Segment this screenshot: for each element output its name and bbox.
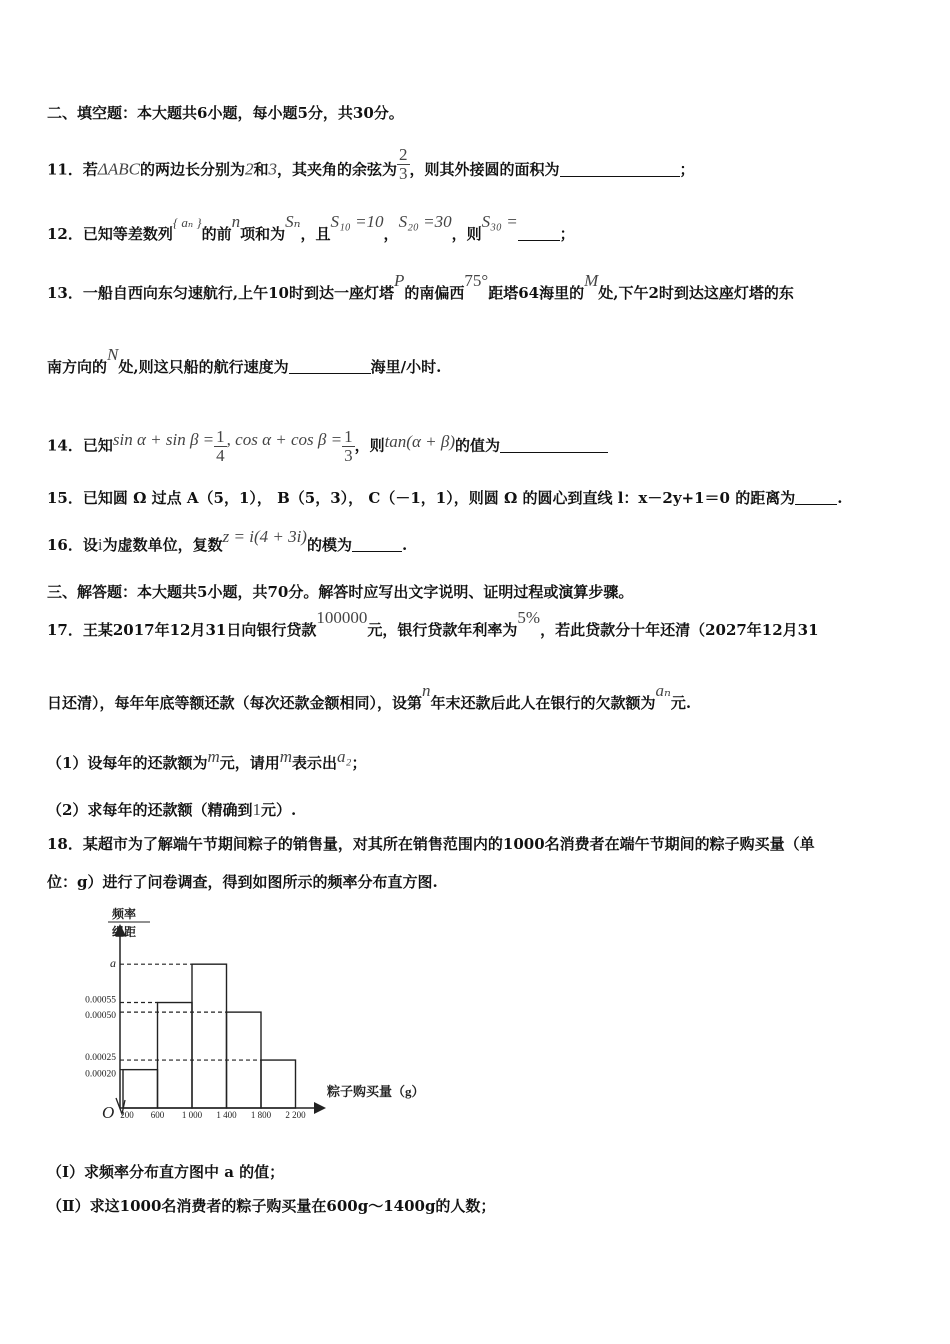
q17-text-4: 日还清），每年年底等额还款（每次还款金额相同），设第 [47, 694, 423, 712]
question-17-part-1 [47, 747, 910, 773]
q11-text-1: 若 [82, 160, 98, 179]
q14-frac2-num: 1 [344, 427, 353, 446]
q13-text-7: 海里/小时. [370, 358, 442, 376]
q14-math-sin: sin α + sin β = [112, 429, 215, 449]
q13-text-1: 一船自西向东匀速航行,上午10时到达一座灯塔 [82, 284, 394, 302]
q17-math-n: n [422, 681, 431, 700]
q12-math-s30: S₃₀ = [481, 212, 518, 231]
q17-p1-end: ； [351, 754, 367, 772]
question-18-sub-1 [47, 1162, 910, 1182]
q17-text-3: ，若此贷款分十年还清（2027年12月31 [540, 621, 819, 639]
q17-text-2: 元，银行贷款年利率为 [367, 621, 518, 639]
q17-p1-math-a2: a₂ [337, 747, 352, 766]
q14-frac2-den: 3 [344, 446, 353, 465]
question-17-cont [47, 681, 910, 713]
q12-text-6: ，则 [451, 225, 482, 243]
q11-fraction [397, 146, 410, 183]
histogram-svg [55, 905, 435, 1130]
section-3-title-text: 三、解答题：本大题共5小题，共70分。解答时应写出文字说明、证明过程或演算步骤。 [47, 583, 634, 601]
q14-answer-blank[interactable] [500, 452, 608, 453]
q14-text-2: ，则 [354, 436, 385, 455]
frequency-histogram [55, 905, 435, 1130]
q17-math-an: aₙ [655, 681, 671, 700]
question-18 [47, 834, 910, 854]
q16-text-2: 为虚数单位，复数 [102, 536, 223, 554]
q13-math-75: 75° [464, 271, 489, 290]
question-11 [47, 145, 910, 189]
q13-answer-blank[interactable] [289, 373, 371, 374]
q17-number: 17． [47, 621, 83, 639]
q12-text-5: ， [383, 225, 399, 243]
q14-fraction-1 [214, 428, 227, 465]
question-14 [47, 428, 910, 465]
q17-p2-text-1: （2）求每年的还款额（精确到 [47, 801, 253, 819]
y-tick-label: 0.00050 [85, 1011, 116, 1022]
q17-p1-math-m: m [207, 747, 220, 766]
q13-text-5: 南方向的 [47, 358, 108, 376]
q14-frac1-den: 4 [216, 446, 225, 465]
q17-math-rate: 5% [517, 608, 541, 627]
q11-frac-den: 3 [399, 164, 408, 183]
q15-answer-blank[interactable] [795, 504, 837, 505]
section-3-title [47, 582, 910, 602]
q17-p2-text-2: 元）. [260, 801, 297, 819]
q16-end: . [401, 536, 408, 554]
x-tick-label: 200 [120, 1110, 134, 1120]
question-18-cont [47, 872, 910, 892]
question-15 [47, 488, 910, 508]
x-tick-label: 600 [150, 1110, 165, 1120]
y-label-bottom: 组距 [112, 925, 137, 939]
q11-frac-num: 2 [399, 145, 408, 164]
q16-math-i: i [97, 535, 103, 554]
q11-text-3: 和 [253, 160, 269, 179]
q14-frac1-num: 1 [216, 427, 225, 446]
x-tick-label: 1 800 [250, 1110, 272, 1120]
origin-label: O [102, 1103, 115, 1122]
question-13 [47, 271, 910, 303]
q12-math-n: n [231, 212, 241, 231]
x-axis-label: 粽子购买量（g） [327, 1084, 425, 1099]
q12-number: 12． [47, 225, 83, 243]
q16-number: 16． [47, 536, 83, 554]
question-18-sub-2 [47, 1196, 910, 1216]
q14-text-3: 的值为 [455, 436, 501, 455]
q11-math-3: 3 [268, 159, 278, 179]
q12-text-1: 已知等差数列 [82, 225, 173, 243]
q17-text-6: 元. [670, 694, 692, 712]
y-tick-label: a [110, 956, 116, 971]
q14-number: 14． [47, 436, 83, 455]
q13-text-4: 处,下午2时到达这座灯塔的东 [598, 284, 794, 302]
histogram-bar [158, 1003, 193, 1108]
q12-end: ； [559, 225, 575, 243]
histogram-bar [192, 964, 227, 1108]
q16-math-z: z = i(4 + 3i) [222, 527, 307, 546]
q17-p1-math-m2: m [279, 747, 293, 766]
q14-math-tan: tan(α + β) [384, 431, 455, 451]
q13-math-p: P [393, 271, 405, 290]
histogram-bar [123, 1070, 158, 1108]
q17-p1-text-2: 元，请用 [219, 754, 280, 772]
q12-text-3: 项和为 [240, 225, 286, 243]
q14-math-cos: , cos α + cos β = [226, 429, 343, 449]
q14-text-1: 已知 [82, 436, 113, 455]
section-2-title-text: 二、填空题：本大题共6小题，每小题5分，共30分。 [47, 104, 404, 122]
q16-text-1: 设 [82, 536, 98, 554]
question-12 [47, 212, 910, 245]
section-2-title [47, 103, 910, 123]
q16-text-3: 的模为 [306, 536, 352, 554]
q11-text-2: 的两边长分别为 [139, 160, 245, 179]
q14-fraction-2 [342, 428, 355, 465]
q17-p1-text-3: 表示出 [292, 754, 338, 772]
q11-text-5: ，则其外接圆的面积为 [409, 160, 560, 179]
q12-text-4: ，且 [300, 225, 331, 243]
y-label-top: 频率 [112, 907, 137, 921]
q12-math-seq: { aₙ } [172, 215, 202, 230]
q13-text-3: 距塔64海里的 [488, 284, 585, 302]
q17-text-5: 年末还款后此人在银行的欠款额为 [430, 694, 656, 712]
q15-text: 15．已知圆 Ω 过点 A（5，1）， B（5，3）， C（－1，1），则圆 Ω 的圆心到直线 l：x－2y+1＝0 的距离为 [47, 489, 796, 507]
q12-math-sn: Sₙ [285, 212, 301, 231]
q13-math-m: M [584, 271, 599, 290]
y-tick-label: 0.00025 [85, 1053, 116, 1064]
q12-answer-blank[interactable] [518, 240, 560, 241]
q13-text-6: 处,则这只船的航行速度为 [118, 358, 289, 376]
y-tick-label: 0.00055 [85, 995, 116, 1006]
histogram-bar [261, 1060, 296, 1108]
q12-text-2: 的前 [201, 225, 232, 243]
x-tick-label: 1 400 [216, 1110, 237, 1120]
x-tick-label: 2 200 [285, 1110, 306, 1120]
q16-answer-blank[interactable] [352, 551, 402, 552]
q13-math-n: N [107, 345, 119, 364]
q18-sub-2-text: （Ⅱ）求这1000名消费者的粽子购买量在600g～1400g的人数； [47, 1197, 496, 1215]
y-tick-label: 0.00020 [85, 1069, 116, 1080]
q18-line-1: 18．某超市为了解端午节期间粽子的销售量，对其所在销售范围内的1000名消费者在端午节期间的粽子购买量（单 [47, 835, 815, 853]
q15-end: . [837, 489, 843, 507]
question-17 [47, 608, 910, 640]
q13-text-2: 的南偏西 [404, 284, 465, 302]
question-17-part-2 [47, 800, 910, 820]
q11-number: 11． [47, 160, 83, 179]
q11-answer-blank[interactable] [560, 176, 680, 177]
q17-text-1: 王某2017年12月31日向银行贷款 [82, 621, 317, 639]
q13-number: 13． [47, 284, 83, 302]
q17-math-amount: 100000 [316, 608, 368, 627]
q17-p1-text-1: （1）设每年的还款额为 [47, 754, 208, 772]
q18-line-2: 位：g）进行了问卷调查，得到如图所示的频率分布直方图. [47, 873, 438, 891]
q11-end: ； [679, 160, 695, 179]
q11-math-2: 2 [245, 159, 254, 179]
q12-math-s20: S₂₀ =30 [398, 212, 452, 231]
q18-sub-1-text: （Ⅰ）求频率分布直方图中 a 的值； [47, 1163, 285, 1181]
q11-math-triangle: ΔABC [97, 159, 140, 179]
q12-math-s10: S₁₀ =10 [330, 212, 384, 231]
x-tick-label: 1 000 [181, 1110, 203, 1120]
q17-p2-math-1: 1 [252, 800, 261, 819]
question-16 [47, 527, 910, 555]
question-13-cont [47, 345, 910, 377]
q11-text-4: ，其夹角的余弦为 [277, 160, 398, 179]
